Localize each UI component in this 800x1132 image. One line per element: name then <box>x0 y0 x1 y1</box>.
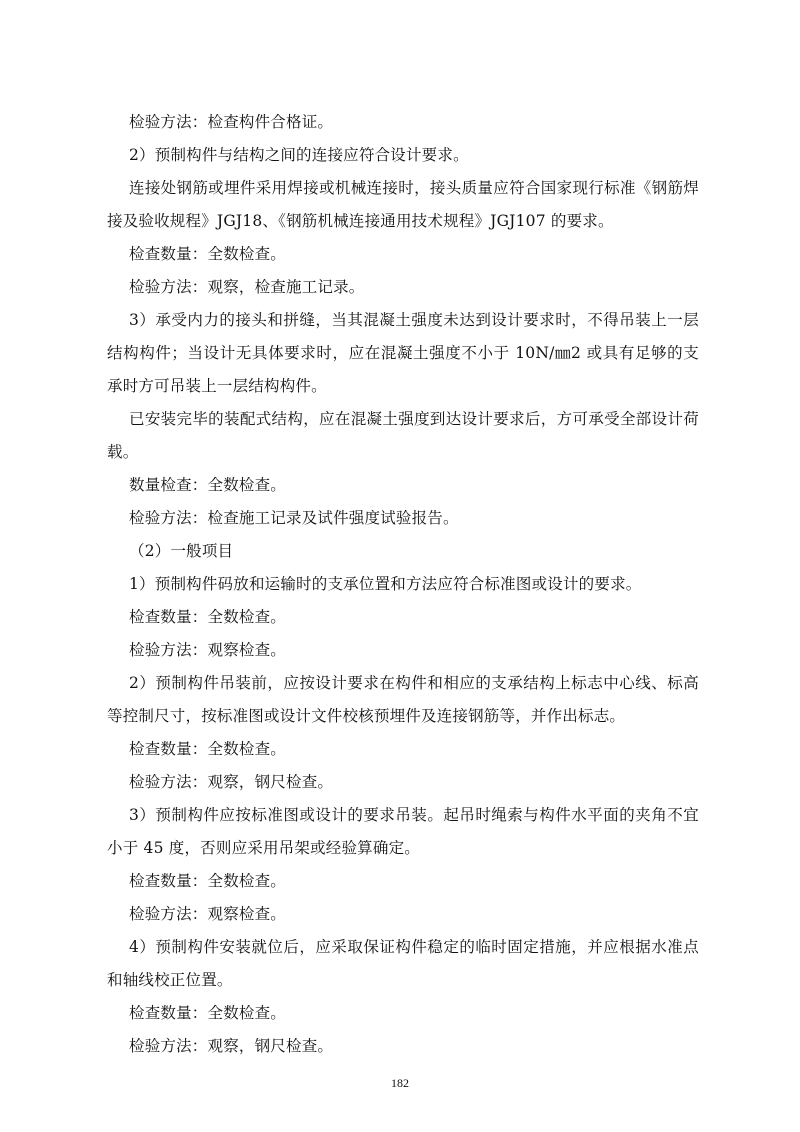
document-body <box>107 106 699 1063</box>
paragraph-14: 2）预制构件吊装前，应按设计要求在构件和相应的支承结构上标志中心线、标高等控制尺寸，按标准图或设计文件校核预埋件及连接钢筋等，并作出标志。 <box>107 674 699 725</box>
paragraph-7: 已安装完毕的装配式结构，应在混凝土强度到达设计要求后，方可承受全部设计荷载。 <box>107 410 699 461</box>
paragraph-19: 检验方法：观察检查。 <box>129 905 287 923</box>
paragraph-18: 检查数量：全数检查。 <box>129 872 287 890</box>
paragraph-4: 检查数量：全数检查。 <box>129 245 287 263</box>
paragraph-12: 检查数量：全数检查。 <box>129 608 287 626</box>
paragraph-2: 2）预制构件与结构之间的连接应符合设计要求。 <box>129 146 469 164</box>
paragraph-11: 1）预制构件码放和运输时的支承位置和方法应符合标准图或设计的要求。 <box>129 575 642 593</box>
paragraph-6: 3）承受内力的接头和拼缝，当其混凝土强度未达到设计要求时，不得吊装上一层结构构件；当设计无具体要求时，应在混凝土强度不小于 10N/㎜2 或具有足够的支承时方可吊装上一层结构构件。 <box>107 311 699 395</box>
paragraph-17: 3）预制构件应按标准图或设计的要求吊装。起吊时绳索与构件水平面的夹角不宜小于 45 度，否则应采用吊架或经验算确定。 <box>107 806 699 857</box>
paragraph-9: 检验方法：检查施工记录及试件强度试验报告。 <box>129 509 459 527</box>
paragraph-22: 检验方法：观察，钢尺检查。 <box>129 1037 334 1055</box>
paragraph-1: 检验方法：检查构件合格证。 <box>129 113 334 131</box>
paragraph-13: 检验方法：观察检查。 <box>129 641 287 659</box>
paragraph-15: 检查数量：全数检查。 <box>129 740 287 758</box>
paragraph-21: 检查数量：全数检查。 <box>129 1004 287 1022</box>
paragraph-3: 连接处钢筋或埋件采用焊接或机械连接时，接头质量应符合国家现行标准《钢筋焊接及验收规程》JGJ18、《钢筋机械连接通用技术规程》JGJ107 的要求。 <box>107 179 699 230</box>
paragraph-8: 数量检查：全数检查。 <box>129 476 287 494</box>
paragraph-5: 检验方法：观察，检查施工记录。 <box>129 278 365 296</box>
paragraph-16: 检验方法：观察，钢尺检查。 <box>129 773 334 791</box>
paragraph-20: 4）预制构件安装就位后，应采取保证构件稳定的临时固定措施，并应根据水准点和轴线校正位置。 <box>107 938 699 989</box>
page-number: 182 <box>391 1076 409 1090</box>
section-heading-general-items: （2）一般项目 <box>129 542 234 560</box>
